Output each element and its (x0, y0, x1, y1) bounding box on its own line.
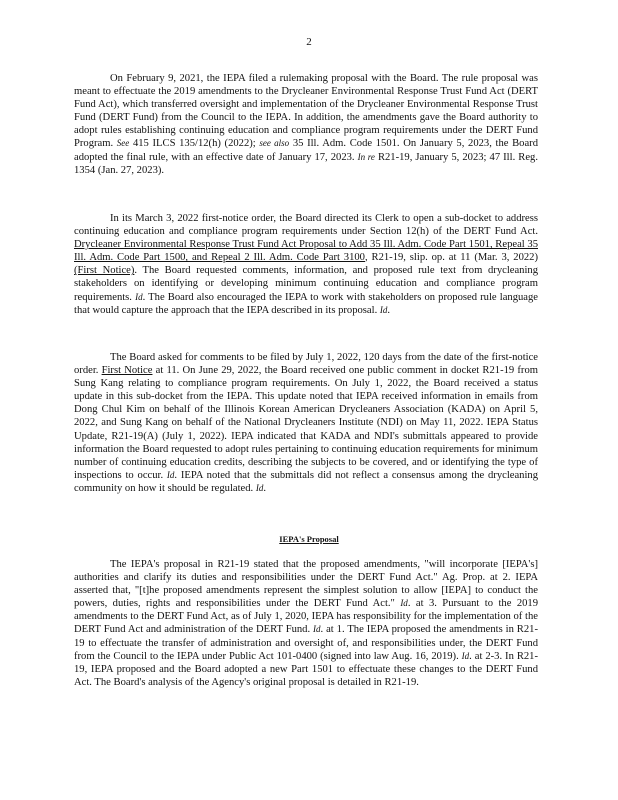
citation-id: Id (313, 624, 321, 635)
text: On February 9, 2021, the IEPA filed a rulemaking proposal with the Board. The rule proposal was meant to effectuate the 2019 amendments to the Drycleaner Environmental Response Trust Fund Act (DERT Fund Act), which transferred oversight and implementation of the Drycleaner Environmental Response Trust Fund (DERT Fund) from the Council to the IEPA. In addition, the amendments gave the Board authority to adopt rules establishing continuing education and compliance program requirements under the DERT Fund Program. (74, 73, 538, 150)
citation-id: Id (461, 650, 470, 661)
citation-id: Id (400, 598, 408, 609)
text: In its March 3, 2022 first-notice order, the Board directed its Clerk to open a sub-docket to address continuing education and compliance program requirements under Section 12(h) of the DERT Fund Act. (74, 213, 538, 238)
citation-signal-see: See (116, 138, 130, 149)
text: . (263, 482, 266, 494)
text: . at 3. Pursuant to the 2019 amendments to the DERT Fund Act, as of July 1, 2020, IEPA has responsibility for the implementation of the DERT Fund Act and administration of the DERT Fund. (74, 598, 539, 636)
first-notice-short-cite: (First Notice) (74, 265, 135, 277)
section-heading: IEPA's Proposal (279, 534, 339, 544)
text: . The Board requested comments, information, and proposed rule text from drycleaning stakeholders on identifying or developing minimum continuing education and compliance program requirements. (74, 265, 539, 303)
text: . at 2-3. In R21-19, IEPA proposed and the Board adopted a new Part 1501 to effectuate these changes to the DERT Fund Act. The Board's analysis of the Agency's original proposal is detailed in R21-19. (74, 650, 539, 688)
text: 35 Ill. Adm. Code 1501. On January 5, 2023, the Board adopted the final rule, with an effective date of January 17, 2023. (74, 138, 539, 163)
paragraph-rulemaking-history (74, 72, 538, 177)
citation-id: Id (166, 469, 175, 480)
citation-id: Id (255, 482, 264, 493)
text: at 11. On June 29, 2022, the Board received one public comment in docket R21-19 from Sung Kang relating to compliance program requirements. On July 1, 2022, the Board received a status update in this sub-docket from the IEPA. This update noted that IEPA received information in emails from Dong Chul Kim on behalf of the Illinois Korean American Drycleaners Association (KADA) on April 5, 2022, and Sung Kang on behalf of the National Drycleaners Institute (NDI) on May 11, 2022. IEPA Status Update, R21-19(A) (July 1, 2022). IEPA indicated that KADA and NDI's submittals appeared to provide information the Board requested to adopt rules pertaining to continuing education requirements for minimum number of continuing education credits, describing the subjects to be covered, and or identifying the type of inspections to occur. (74, 365, 538, 481)
text: R21-19, January 5, 2023; 47 Ill. Reg. 1354 (Jan. 27, 2023). (74, 151, 538, 176)
text: The Board asked for comments to be filed by July 1, 2022, 120 days from the date of the first-notice order. (74, 352, 538, 377)
paragraph-iepa-proposal (74, 558, 538, 689)
page-number: 2 (306, 36, 312, 48)
first-notice-short-cite: First Notice (101, 365, 153, 377)
citation-in-re: In re (357, 151, 375, 162)
case-title-link[interactable]: Drycleaner Environmental Response Trust Fund Act Proposal to Add 35 Ill. Adm. Code Part 1501, Repeal 35 Ill. Adm. Code Part 1500, and Repeal 2 Ill. Adm. Code Part 3100 (74, 239, 538, 264)
citation-id: Id (379, 304, 388, 315)
text: . The Board also encouraged the IEPA to work with stakeholders on proposed rule language that would capture the approach that the IEPA described in its proposal. (74, 291, 538, 316)
text: . at 1. The IEPA proposed the amendments in R21-19 to effectuate the transfer of administration and oversight of, and responsibilities under, the DERT Fund from the Council to the IEPA under Public Act 101-0400 (signed into law Aug. 16, 2019). (74, 624, 538, 662)
paragraph-first-notice-order (74, 212, 538, 317)
text: The IEPA's proposal in R21-19 stated that the proposed amendments, "will incorporate [IEPA's] authorities and clarify its duties and responsibilities under the DERT Fund Act." Ag. Prop. at 2. IEPA asserted that, "[t]he proposed amendments represent the simplest solution to allow [IEPA] to conduct the powers, duties, rights and responsibilities under the DERT Fund Act." (74, 559, 538, 610)
text: . (387, 304, 391, 316)
paragraph-comments-status-update (74, 351, 538, 495)
text: 415 ILCS 135/12(h) (2022); (129, 138, 260, 150)
text: . IEPA noted that the submittals did not reflect a consensus among the drycleaning community on how it should be regulated. (74, 469, 538, 494)
text: , R21-19, slip. op. at 11 (Mar. 3, 2022) (364, 252, 538, 264)
citation-id: Id (135, 291, 143, 302)
citation-signal-see-also: see also (259, 138, 290, 149)
